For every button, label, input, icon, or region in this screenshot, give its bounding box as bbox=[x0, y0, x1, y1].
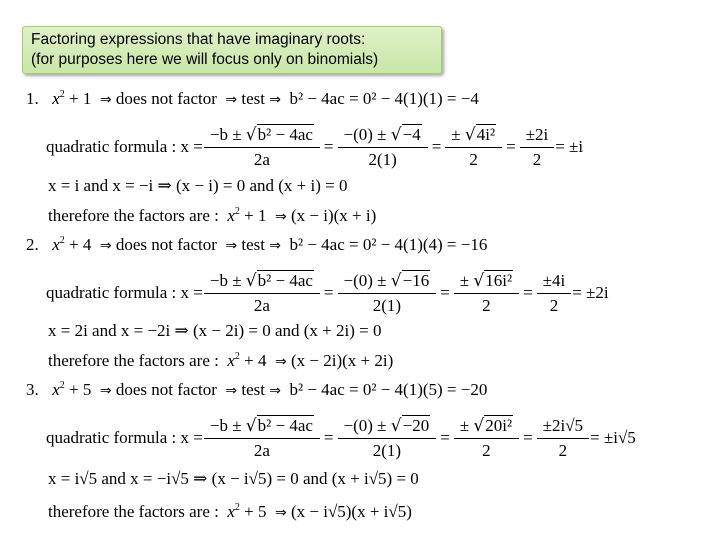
s3-num: ±2i bbox=[525, 124, 549, 144]
exponent: 2 bbox=[234, 502, 240, 513]
title-box bbox=[22, 26, 442, 74]
qf-num: −b ± bbox=[209, 415, 246, 435]
step-2-fraction bbox=[457, 416, 516, 461]
s2-radicand: 4i² bbox=[476, 124, 496, 144]
exponent: 2 bbox=[59, 235, 65, 246]
expr-tail: + 5 bbox=[64, 380, 92, 399]
s3-num: ±2i√5 bbox=[542, 415, 584, 435]
expr-head: x bbox=[52, 380, 60, 399]
does-not-factor: does not factor bbox=[115, 235, 217, 254]
implies-arrow-icon: ⇒ bbox=[274, 354, 287, 370]
exponent: 2 bbox=[234, 206, 240, 217]
problem-3-factors-line bbox=[48, 501, 412, 524]
therefore-label: therefore the factors are : bbox=[48, 502, 219, 521]
expr-tail: + 5 bbox=[239, 502, 267, 521]
implies-arrow-icon: ⇒ bbox=[225, 383, 238, 399]
s3-den: 2 bbox=[537, 293, 572, 316]
s3-den: 2 bbox=[537, 438, 589, 461]
exponent: 2 bbox=[59, 89, 65, 100]
qf-result: = ±2i bbox=[572, 283, 609, 302]
implies-arrow-icon: ⇒ bbox=[99, 383, 112, 399]
s3-den: 2 bbox=[520, 147, 555, 170]
problem-3-header bbox=[26, 379, 487, 402]
implies-arrow-icon: ⇒ bbox=[99, 238, 112, 254]
problem-2-roots: x = 2i and x = −2i ⇒ (x − 2i) = 0 and (x + 2i) = 0 bbox=[48, 321, 382, 340]
s2-den: 2 bbox=[454, 438, 519, 461]
expr-head: x bbox=[227, 502, 235, 521]
discriminant: b² − 4ac = 0² − 4(1)(1) = −4 bbox=[289, 89, 479, 108]
qf-fraction bbox=[207, 416, 317, 461]
qf-radicand: b² − 4ac bbox=[257, 415, 313, 435]
implies-arrow-icon: ⇒ bbox=[269, 92, 281, 108]
qf-label: quadratic formula : x = bbox=[46, 137, 203, 156]
expr-tail: + 4 bbox=[239, 351, 267, 370]
does-not-factor: does not factor bbox=[115, 89, 217, 108]
qf-fraction bbox=[207, 125, 317, 170]
s1-den: 2(1) bbox=[338, 147, 428, 170]
problem-number: 3. bbox=[26, 380, 39, 399]
factors: (x − i√5)(x + i√5) bbox=[290, 502, 412, 521]
problem-1-factors-line bbox=[48, 205, 376, 228]
qf-result: = ±i√5 bbox=[590, 428, 636, 447]
implies-arrow-icon: ⇒ bbox=[274, 209, 287, 225]
test-label: test bbox=[241, 235, 265, 254]
step-2-fraction bbox=[457, 271, 516, 316]
does-not-factor: does not factor bbox=[115, 380, 217, 399]
therefore-label: therefore the factors are : bbox=[48, 351, 219, 370]
step-1-fraction bbox=[341, 271, 434, 316]
qf-num: −b ± bbox=[209, 270, 246, 290]
title-line-1: Factoring expressions that have imaginary roots: bbox=[31, 31, 366, 48]
problem-3-roots: x = i√5 and x = −i√5 ⇒ (x − i√5) = 0 and (x + i√5) = 0 bbox=[48, 469, 419, 488]
implies-arrow-icon: ⇒ bbox=[225, 238, 238, 254]
discriminant: b² − 4ac = 0² − 4(1)(4) = −16 bbox=[289, 235, 488, 254]
s1-radicand: −16 bbox=[402, 270, 430, 290]
qf-result: = ±i bbox=[555, 137, 584, 156]
qf-label: quadratic formula : x = bbox=[46, 283, 203, 302]
step-3-fraction bbox=[540, 416, 586, 461]
expr-head: x bbox=[52, 89, 60, 108]
qf-den: 2a bbox=[204, 438, 320, 461]
implies-arrow-icon: ⇒ bbox=[274, 505, 287, 521]
s2-den: 2 bbox=[454, 293, 519, 316]
factors: (x − i)(x + i) bbox=[290, 206, 377, 225]
expr-tail: + 1 bbox=[239, 206, 267, 225]
step-1-fraction bbox=[341, 416, 434, 461]
expr-head: x bbox=[52, 235, 60, 254]
problem-1-header bbox=[26, 88, 479, 111]
qf-num: −b ± bbox=[209, 124, 246, 144]
qf-radicand: b² − 4ac bbox=[257, 270, 313, 290]
s1-num: −(0) ± bbox=[343, 124, 391, 144]
expr-head: x bbox=[227, 351, 235, 370]
s2-den: 2 bbox=[445, 147, 502, 170]
implies-arrow-icon: ⇒ bbox=[225, 92, 238, 108]
title-line-2: (for purposes here we will focus only on binomials) bbox=[31, 51, 379, 68]
step-2-fraction bbox=[448, 125, 499, 170]
s2-num: ± bbox=[459, 270, 474, 290]
qf-radicand: b² − 4ac bbox=[257, 124, 313, 144]
s1-den: 2(1) bbox=[338, 293, 437, 316]
discriminant: b² − 4ac = 0² − 4(1)(5) = −20 bbox=[289, 380, 488, 399]
expr-tail: + 4 bbox=[64, 235, 92, 254]
implies-arrow-icon: ⇒ bbox=[269, 238, 281, 254]
implies-arrow-icon: ⇒ bbox=[269, 383, 281, 399]
qf-den: 2a bbox=[204, 293, 320, 316]
s2-num: ± bbox=[451, 124, 465, 144]
qf-den: 2a bbox=[204, 147, 320, 170]
s3-num: ±4i bbox=[542, 270, 566, 290]
step-3-fraction bbox=[540, 271, 569, 316]
step-3-fraction bbox=[523, 125, 552, 170]
problem-1-roots: x = i and x = −i ⇒ (x − i) = 0 and (x + i) = 0 bbox=[48, 176, 348, 195]
s2-radicand: 16i² bbox=[485, 270, 513, 290]
qf-label: quadratic formula : x = bbox=[46, 428, 203, 447]
therefore-label: therefore the factors are : bbox=[48, 206, 219, 225]
s2-num: ± bbox=[459, 415, 474, 435]
factors: (x − 2i)(x + 2i) bbox=[290, 351, 394, 370]
expr-head: x bbox=[227, 206, 235, 225]
s1-radicand: −20 bbox=[402, 415, 430, 435]
exponent: 2 bbox=[234, 351, 240, 362]
problem-2-factors-line bbox=[48, 350, 393, 373]
s1-num: −(0) ± bbox=[343, 415, 391, 435]
problem-number: 1. bbox=[26, 89, 39, 108]
s1-den: 2(1) bbox=[338, 438, 437, 461]
expr-tail: + 1 bbox=[64, 89, 92, 108]
problem-2-header bbox=[26, 234, 487, 257]
qf-fraction bbox=[207, 271, 317, 316]
test-label: test bbox=[241, 89, 265, 108]
exponent: 2 bbox=[59, 380, 65, 391]
implies-arrow-icon: ⇒ bbox=[99, 92, 112, 108]
s2-radicand: 20i² bbox=[485, 415, 513, 435]
s1-radicand: −4 bbox=[402, 124, 421, 144]
test-label: test bbox=[241, 380, 265, 399]
problem-number: 2. bbox=[26, 235, 39, 254]
s1-num: −(0) ± bbox=[343, 270, 391, 290]
step-1-fraction bbox=[341, 125, 425, 170]
